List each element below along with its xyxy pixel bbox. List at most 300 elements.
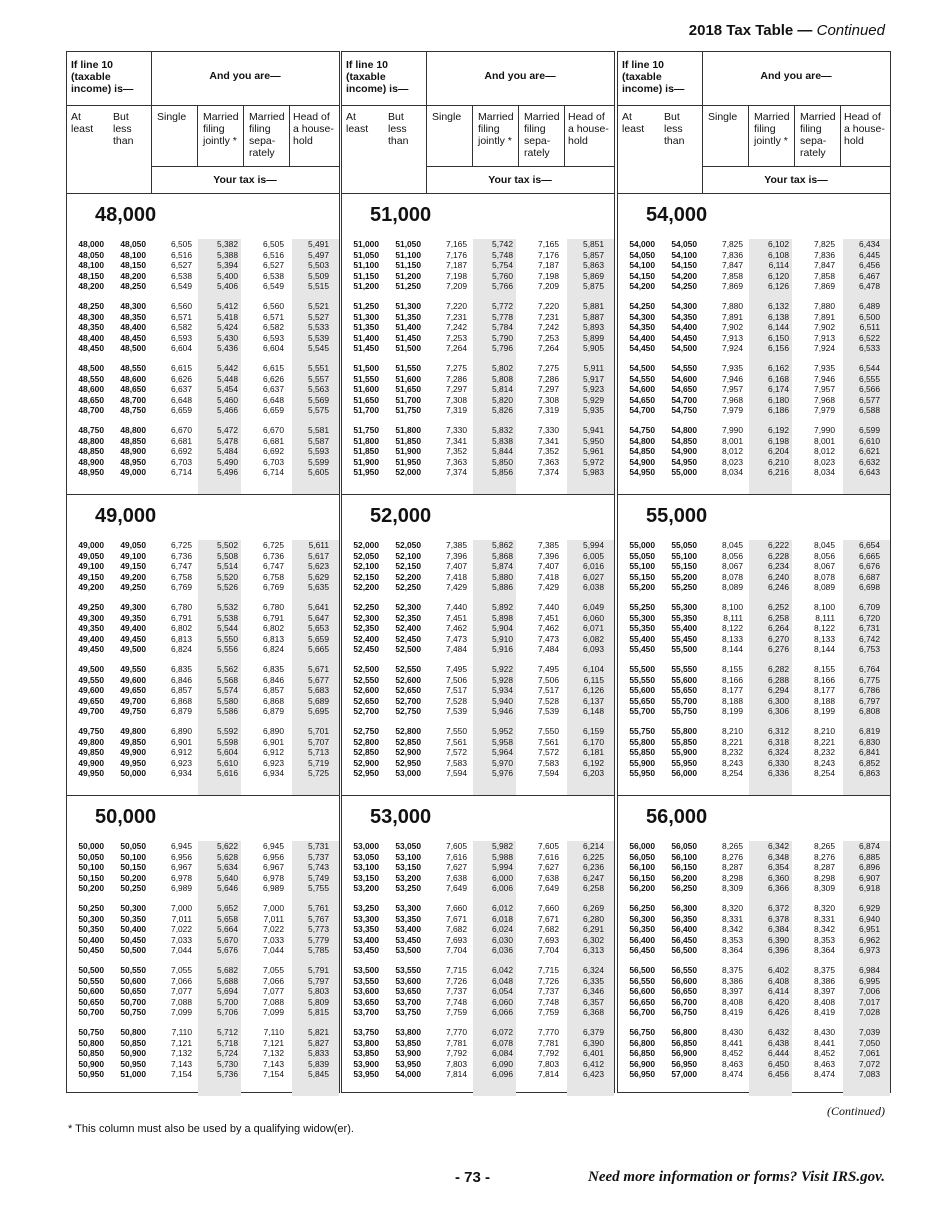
mfs-tax-cell: 8,430 <box>814 1026 835 1037</box>
table-row <box>342 436 614 447</box>
hoh-tax-cell: 6,082 <box>583 633 604 644</box>
table-row <box>342 675 614 686</box>
hoh-tax-cell: 5,767 <box>308 913 329 924</box>
table-row <box>67 685 339 696</box>
table-row <box>67 903 339 914</box>
mfj-tax-cell: 6,414 <box>768 986 789 997</box>
but-less-cell: 48,900 <box>120 446 146 457</box>
at-least-cell: 52,000 <box>353 540 379 550</box>
hoh-label: Head of a house- hold <box>844 111 885 147</box>
mfs-tax-cell: 8,056 <box>814 550 835 561</box>
but-less-cell: 51,700 <box>395 394 421 405</box>
mfj-tax-cell: 5,730 <box>217 1058 238 1069</box>
table-row <box>342 1038 614 1049</box>
hoh-tax-cell: 6,522 <box>859 332 880 343</box>
mfj-tax-cell: 5,934 <box>492 685 513 696</box>
mfs-tax-cell: 8,188 <box>814 695 835 706</box>
but-less-cell: 49,850 <box>120 736 146 747</box>
at-least-cell: 49,900 <box>78 757 104 768</box>
hoh-tax-cell: 6,577 <box>859 394 880 405</box>
hoh-tax-cell: 5,545 <box>308 343 329 354</box>
at-least-cell: 56,350 <box>629 924 655 935</box>
but-less-cell: 55,650 <box>671 685 697 696</box>
single-tax-cell: 6,813 <box>171 633 192 644</box>
mfs-tax-cell: 8,441 <box>814 1037 835 1048</box>
hoh-tax-cell: 6,269 <box>583 902 604 913</box>
but-less-cell: 52,400 <box>395 623 421 634</box>
at-least-cell: 50,450 <box>78 945 104 956</box>
mfj-tax-cell: 6,132 <box>768 300 789 311</box>
mfs-tax-cell: 7,616 <box>538 851 559 862</box>
mfj-label: Married filing jointly * <box>203 111 239 147</box>
row-group <box>618 301 890 354</box>
single-tax-cell: 7,539 <box>446 706 467 717</box>
mfs-tax-cell: 8,331 <box>814 913 835 924</box>
single-tax-cell: 6,945 <box>171 841 192 851</box>
your-tax-label: Your tax is— <box>488 174 552 186</box>
mfj-tax-cell: 5,844 <box>492 446 513 457</box>
single-tax-cell: 7,506 <box>446 674 467 685</box>
table-row <box>67 758 339 769</box>
hoh-tax-cell: 6,654 <box>859 540 880 550</box>
at-least-cell: 56,000 <box>629 841 655 851</box>
at-least-cell: 52,300 <box>353 612 379 623</box>
but-less-cell: 52,750 <box>395 706 421 717</box>
table-row <box>342 706 614 717</box>
mfs-tax-cell: 7,550 <box>538 725 559 736</box>
mfs-tax-cell: 6,824 <box>263 644 284 655</box>
single-tax-cell: 7,704 <box>446 945 467 956</box>
mfs-tax-cell: 6,736 <box>263 550 284 561</box>
table-row <box>342 602 614 613</box>
hoh-tax-cell: 6,907 <box>859 872 880 883</box>
mfj-tax-cell: 6,222 <box>768 540 789 550</box>
at-least-cell: 55,150 <box>629 571 655 582</box>
single-tax-cell: 7,935 <box>722 362 743 373</box>
table-row <box>67 551 339 562</box>
mfj-tax-cell: 5,688 <box>217 975 238 986</box>
mfj-tax-cell: 5,472 <box>217 424 238 435</box>
table-row <box>618 883 890 894</box>
mfj-tax-cell: 6,018 <box>492 913 513 924</box>
hoh-tax-cell: 6,445 <box>859 249 880 260</box>
at-least-label: At least <box>71 111 94 135</box>
at-least-cell: 53,500 <box>353 964 379 975</box>
mfj-tax-cell: 5,814 <box>492 384 513 395</box>
at-least-cell: 53,000 <box>353 841 379 851</box>
but-less-cell: 49,400 <box>120 623 146 634</box>
at-least-cell: 55,400 <box>629 633 655 644</box>
single-tax-cell: 7,891 <box>722 311 743 322</box>
hoh-tax-cell: 6,962 <box>859 934 880 945</box>
hoh-tax-cell: 5,671 <box>308 663 329 674</box>
table-row <box>618 747 890 758</box>
but-less-cell: 53,400 <box>395 924 421 935</box>
mfj-tax-cell: 5,598 <box>217 736 238 747</box>
table-row <box>342 582 614 593</box>
mfs-tax-cell: 8,045 <box>814 540 835 550</box>
mfj-tax-cell: 5,766 <box>492 281 513 292</box>
single-tax-cell: 8,155 <box>722 663 743 674</box>
mfj-tax-cell: 6,300 <box>768 695 789 706</box>
table-row <box>67 572 339 583</box>
mfs-tax-cell: 7,990 <box>814 424 835 435</box>
hoh-tax-cell: 5,533 <box>308 322 329 333</box>
mfj-tax-cell: 5,424 <box>217 322 238 333</box>
but-less-cell: 50,400 <box>120 924 146 935</box>
mfs-tax-cell: 6,582 <box>263 322 284 333</box>
mfs-tax-cell: 7,594 <box>538 768 559 779</box>
but-less-cell: 51,900 <box>395 446 421 457</box>
mfs-tax-cell: 7,979 <box>814 405 835 416</box>
but-less-cell: 55,800 <box>671 725 697 736</box>
table-row <box>67 384 339 395</box>
table-row <box>342 395 614 406</box>
at-least-cell: 50,200 <box>78 883 104 894</box>
at-least-cell: 48,600 <box>78 384 104 395</box>
mfj-tax-cell: 6,270 <box>768 633 789 644</box>
but-less-cell: 48,350 <box>120 311 146 322</box>
mfs-tax-cell: 7,374 <box>538 467 559 478</box>
but-less-cell: 52,550 <box>395 663 421 674</box>
mfj-label: Married filing jointly * <box>754 111 790 147</box>
mfs-tax-cell: 8,100 <box>814 601 835 612</box>
hoh-tax-cell: 6,533 <box>859 343 880 354</box>
single-tax-cell: 7,561 <box>446 736 467 747</box>
single-tax-cell: 7,814 <box>446 1069 467 1080</box>
mfs-tax-cell: 6,725 <box>263 540 284 550</box>
hoh-tax-cell: 6,016 <box>583 561 604 572</box>
mfj-tax-cell: 5,400 <box>217 270 238 281</box>
at-least-cell: 55,900 <box>629 757 655 768</box>
but-less-cell: 51,800 <box>395 424 421 435</box>
table-row <box>342 1048 614 1059</box>
table-row <box>67 395 339 406</box>
table-row <box>67 706 339 717</box>
single-tax-cell: 8,122 <box>722 623 743 634</box>
but-less-cell: 51,400 <box>395 322 421 333</box>
single-tax-cell: 8,331 <box>722 913 743 924</box>
but-less-cell: 52,650 <box>395 685 421 696</box>
mfs-tax-cell: 7,726 <box>538 975 559 986</box>
mfs-tax-cell: 7,539 <box>538 706 559 717</box>
hoh-tax-cell: 5,905 <box>583 343 604 354</box>
single-tax-cell: 6,923 <box>171 757 192 768</box>
but-less-cell: 52,300 <box>395 601 421 612</box>
but-less-cell: 51,550 <box>395 362 421 373</box>
but-less-cell: 56,150 <box>671 862 697 873</box>
mfs-tax-cell: 6,659 <box>263 405 284 416</box>
hoh-tax-cell: 6,929 <box>859 902 880 913</box>
single-tax-cell: 6,879 <box>171 706 192 717</box>
single-tax-cell: 7,374 <box>446 467 467 478</box>
single-tax-cell: 7,913 <box>722 332 743 343</box>
but-less-cell: 49,800 <box>120 725 146 736</box>
at-least-cell: 48,050 <box>78 249 104 260</box>
single-tax-cell: 6,890 <box>171 725 192 736</box>
single-tax-cell: 7,847 <box>722 260 743 271</box>
row-group <box>67 301 339 354</box>
but-less-cell: 51,950 <box>395 456 421 467</box>
but-less-cell: 56,300 <box>671 902 697 913</box>
but-less-cell: 52,700 <box>395 695 421 706</box>
mfs-tax-cell: 7,242 <box>538 322 559 333</box>
at-least-cell: 50,550 <box>78 975 104 986</box>
single-tax-cell: 7,594 <box>446 768 467 779</box>
mfs-tax-cell: 7,748 <box>538 996 559 1007</box>
and-you-are-label: And you are— <box>484 70 556 82</box>
at-least-cell: 51,300 <box>353 311 379 322</box>
hoh-tax-cell: 7,061 <box>859 1048 880 1059</box>
mfj-tax-cell: 6,198 <box>768 435 789 446</box>
table-row <box>342 841 614 852</box>
mfj-tax-cell: 6,216 <box>768 467 789 478</box>
hoh-tax-cell: 5,665 <box>308 644 329 655</box>
single-tax-cell: 8,408 <box>722 996 743 1007</box>
table-row <box>342 613 614 624</box>
at-least-cell: 54,950 <box>629 467 655 478</box>
at-least-cell: 56,650 <box>629 996 655 1007</box>
table-row <box>67 1059 339 1070</box>
mfj-tax-cell: 5,862 <box>492 540 513 550</box>
hoh-tax-cell: 5,950 <box>583 435 604 446</box>
at-least-cell: 56,400 <box>629 934 655 945</box>
mfs-tax-cell: 6,604 <box>263 343 284 354</box>
at-least-cell: 51,050 <box>353 249 379 260</box>
at-least-cell: 53,550 <box>353 975 379 986</box>
hoh-tax-cell: 5,527 <box>308 311 329 322</box>
mfj-tax-cell: 5,676 <box>217 945 238 956</box>
at-least-cell: 55,100 <box>629 561 655 572</box>
mfs-tax-cell: 8,166 <box>814 674 835 685</box>
mfs-tax-cell: 7,000 <box>263 902 284 913</box>
table-row <box>618 997 890 1008</box>
hoh-tax-cell: 5,785 <box>308 945 329 956</box>
but-less-cell: 54,750 <box>671 405 697 416</box>
column-header <box>618 52 890 194</box>
row-group <box>618 1027 890 1080</box>
hoh-tax-cell: 5,569 <box>308 394 329 405</box>
hoh-tax-cell: 5,497 <box>308 249 329 260</box>
single-tax-cell: 7,011 <box>171 913 192 924</box>
table-row <box>618 1007 890 1018</box>
mfs-tax-cell: 6,692 <box>263 446 284 457</box>
hoh-label: Head of a house- hold <box>568 111 609 147</box>
single-label: Single <box>157 111 187 123</box>
table-row <box>342 852 614 863</box>
but-less-cell: 54,700 <box>671 394 697 405</box>
at-least-cell: 52,400 <box>353 633 379 644</box>
row-group <box>618 726 890 779</box>
single-tax-cell: 6,956 <box>171 851 192 862</box>
hoh-tax-cell: 5,713 <box>308 747 329 758</box>
at-least-cell: 50,300 <box>78 913 104 924</box>
mfj-tax-cell: 6,180 <box>768 394 789 405</box>
but-less-cell: 56,650 <box>671 986 697 997</box>
mfj-tax-cell: 5,736 <box>217 1069 238 1080</box>
mfj-tax-cell: 5,568 <box>217 674 238 685</box>
but-less-cell: 54,900 <box>671 446 697 457</box>
hoh-tax-cell: 5,821 <box>308 1026 329 1037</box>
single-tax-cell: 7,143 <box>171 1058 192 1069</box>
mfj-tax-cell: 5,988 <box>492 851 513 862</box>
table-row <box>67 726 339 737</box>
single-tax-cell: 6,681 <box>171 435 192 446</box>
but-less-cell: 49,750 <box>120 706 146 717</box>
at-least-cell: 56,950 <box>629 1069 655 1080</box>
but-less-cell: 48,150 <box>120 260 146 271</box>
mfj-tax-cell: 5,580 <box>217 695 238 706</box>
single-tax-cell: 6,791 <box>171 612 192 623</box>
mfs-tax-cell: 7,781 <box>538 1037 559 1048</box>
if-line-label: If line 10 (taxable income) is— <box>71 59 134 95</box>
single-tax-cell: 8,188 <box>722 695 743 706</box>
single-tax-cell: 6,527 <box>171 260 192 271</box>
mfs-tax-cell: 7,572 <box>538 747 559 758</box>
table-row <box>67 613 339 624</box>
at-least-cell: 55,350 <box>629 623 655 634</box>
table-row <box>67 852 339 863</box>
hoh-tax-cell: 5,827 <box>308 1037 329 1048</box>
row-group <box>342 425 614 478</box>
at-least-cell: 56,750 <box>629 1026 655 1037</box>
single-tax-cell: 6,692 <box>171 446 192 457</box>
table-row <box>67 467 339 478</box>
single-tax-cell: 7,297 <box>446 384 467 395</box>
your-tax-label: Your tax is— <box>213 174 277 186</box>
hoh-tax-cell: 6,170 <box>583 736 604 747</box>
at-least-cell: 52,500 <box>353 663 379 674</box>
mfs-tax-cell: 7,803 <box>538 1058 559 1069</box>
income-section <box>342 194 614 494</box>
mfj-label: Married filing jointly * <box>478 111 514 147</box>
single-tax-cell: 6,615 <box>171 362 192 373</box>
table-row <box>618 260 890 271</box>
at-least-cell: 55,500 <box>629 663 655 674</box>
table-row <box>618 644 890 655</box>
but-less-cell: 56,350 <box>671 913 697 924</box>
mfj-tax-cell: 6,408 <box>768 975 789 986</box>
hoh-tax-cell: 5,695 <box>308 706 329 717</box>
mfs-tax-cell: 6,648 <box>263 394 284 405</box>
single-tax-cell: 6,978 <box>171 872 192 883</box>
table-row <box>67 862 339 873</box>
mfs-tax-cell: 7,165 <box>538 239 559 249</box>
mfs-tax-cell: 6,593 <box>263 332 284 343</box>
mfs-tax-cell: 7,297 <box>538 384 559 395</box>
table-row <box>67 312 339 323</box>
but-less-cell: 48,100 <box>120 249 146 260</box>
mfs-tax-cell: 7,682 <box>538 924 559 935</box>
mfs-tax-cell: 6,626 <box>263 373 284 384</box>
at-least-cell: 50,900 <box>78 1058 104 1069</box>
at-least-cell: 54,900 <box>629 456 655 467</box>
single-tax-cell: 7,726 <box>446 975 467 986</box>
but-less-cell: 51,100 <box>395 249 421 260</box>
row-group <box>342 239 614 292</box>
single-tax-cell: 7,517 <box>446 685 467 696</box>
single-tax-cell: 7,770 <box>446 1026 467 1037</box>
single-tax-cell: 7,198 <box>446 270 467 281</box>
at-least-cell: 48,100 <box>78 260 104 271</box>
table-row <box>342 374 614 385</box>
mfj-tax-cell: 5,850 <box>492 456 513 467</box>
but-less-cell: 56,750 <box>671 1007 697 1018</box>
at-least-cell: 53,350 <box>353 924 379 935</box>
hoh-tax-cell: 6,511 <box>859 322 880 333</box>
at-least-cell: 56,600 <box>629 986 655 997</box>
but-less-label: But less than <box>113 111 134 147</box>
mfj-tax-cell: 5,808 <box>492 373 513 384</box>
hoh-tax-cell: 6,423 <box>583 1069 604 1080</box>
single-tax-cell: 8,298 <box>722 872 743 883</box>
single-tax-cell: 7,627 <box>446 862 467 873</box>
single-tax-cell: 7,957 <box>722 384 743 395</box>
mfj-tax-cell: 6,042 <box>492 964 513 975</box>
mfs-tax-cell: 7,891 <box>814 311 835 322</box>
mfs-tax-cell: 6,747 <box>263 561 284 572</box>
mfj-tax-cell: 5,616 <box>217 768 238 779</box>
at-least-cell: 51,650 <box>353 394 379 405</box>
mfs-tax-cell: 6,527 <box>263 260 284 271</box>
hoh-tax-cell: 6,841 <box>859 747 880 758</box>
if-line-label: If line 10 (taxable income) is— <box>622 59 685 95</box>
hoh-tax-cell: 5,797 <box>308 975 329 986</box>
but-less-cell: 56,950 <box>671 1058 697 1069</box>
hoh-tax-cell: 5,941 <box>583 424 604 435</box>
mfs-tax-cell: 8,012 <box>814 446 835 457</box>
mfs-tax-cell: 7,671 <box>538 913 559 924</box>
mfs-tax-cell: 6,978 <box>263 872 284 883</box>
but-less-cell: 54,150 <box>671 260 697 271</box>
hoh-tax-cell: 5,611 <box>308 540 329 550</box>
but-less-cell: 52,900 <box>395 747 421 758</box>
at-least-cell: 54,550 <box>629 373 655 384</box>
hoh-tax-cell: 5,749 <box>308 872 329 883</box>
but-less-cell: 53,650 <box>395 986 421 997</box>
mfs-tax-cell: 6,505 <box>263 239 284 249</box>
hoh-tax-cell: 6,247 <box>583 872 604 883</box>
but-less-cell: 49,300 <box>120 601 146 612</box>
table-row <box>342 363 614 374</box>
but-less-cell: 54,050 <box>671 239 697 249</box>
table-row <box>618 374 890 385</box>
but-less-cell: 49,150 <box>120 561 146 572</box>
table-row <box>342 726 614 737</box>
at-least-cell: 52,600 <box>353 685 379 696</box>
single-tax-cell: 7,605 <box>446 841 467 851</box>
table-row <box>67 914 339 925</box>
table-row <box>67 301 339 312</box>
table-row <box>342 664 614 675</box>
mfj-tax-cell: 6,384 <box>768 924 789 935</box>
table-row <box>342 301 614 312</box>
mfs-tax-cell: 7,022 <box>263 924 284 935</box>
single-tax-cell: 6,802 <box>171 623 192 634</box>
single-tax-cell: 7,121 <box>171 1037 192 1048</box>
but-less-cell: 55,450 <box>671 633 697 644</box>
mfs-tax-cell: 7,407 <box>538 561 559 572</box>
hoh-tax-cell: 6,698 <box>859 582 880 593</box>
but-less-cell: 54,300 <box>671 300 697 311</box>
table-row <box>67 883 339 894</box>
table-row <box>342 384 614 395</box>
mfs-tax-cell: 8,199 <box>814 706 835 717</box>
hoh-tax-cell: 5,935 <box>583 405 604 416</box>
row-group <box>342 726 614 779</box>
table-row <box>342 1069 614 1080</box>
but-less-cell: 50,200 <box>120 872 146 883</box>
